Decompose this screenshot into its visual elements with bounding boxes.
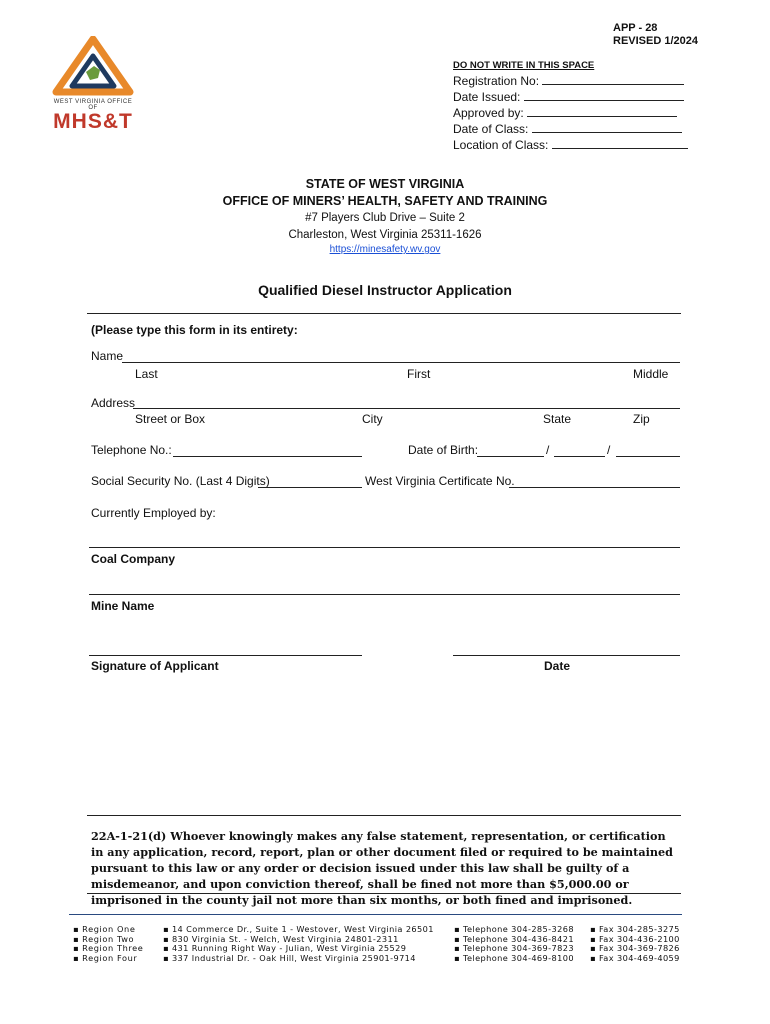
footer-address: ▪ 337 Industrial Dr. - Oak Hill, West Virginia 25901-9714 xyxy=(163,954,434,964)
dob-year-line[interactable] xyxy=(616,456,680,457)
address-city-label: City xyxy=(362,412,383,426)
address-label: Address xyxy=(91,396,136,410)
cert-line[interactable] xyxy=(509,487,680,488)
date-issued-line xyxy=(524,89,684,101)
date-of-class-line xyxy=(532,121,682,133)
footer-region: ▪ Region Three xyxy=(73,944,143,954)
dob-sep-1: / xyxy=(546,443,550,457)
dob-day-line[interactable] xyxy=(554,456,605,457)
location-of-class-line xyxy=(552,137,688,149)
signature-label: Signature of Applicant xyxy=(91,659,219,673)
telephone-line[interactable] xyxy=(173,456,362,457)
footer-fax: ▪ Fax 304-436-2100 xyxy=(590,935,680,945)
coal-company-label: Coal Company xyxy=(91,552,176,566)
state-name: STATE OF WEST VIRGINIA xyxy=(305,177,465,191)
legal-divider-top xyxy=(87,815,681,816)
footer-telephone: ▪ Telephone 304-469-8100 xyxy=(454,954,574,964)
form-title: Qualified Diesel Instructor Application xyxy=(258,282,512,298)
location-of-class-field: Location of Class: xyxy=(453,137,681,153)
ssn-label: Social Security No. (Last 4 Digits) xyxy=(91,474,270,488)
legal-divider-bottom xyxy=(87,893,681,894)
logo-main-text: MHS&T xyxy=(53,110,133,133)
telephone-label: Telephone No.: xyxy=(91,443,172,457)
ssn-line[interactable] xyxy=(258,487,362,488)
legal-notice: 22A-1-21(d) Whoever knowingly makes any false statement, representation, or certification in any application, record, report, plan or other document filed or required to be maintained pursuant to this law or any order or decision issued under this law shall be guilty of a misdemeanor, and upon conviction thereof, shall be fined not more than $5,000.00 or imprisoned in the county jail not more than six months, or both fined and imprisoned. xyxy=(91,829,673,907)
footer-telephone: ▪ Telephone 304-436-8421 xyxy=(454,935,574,945)
form-code: APP - 28 xyxy=(613,22,658,34)
triangle-logo-icon xyxy=(48,36,138,96)
footer-region: ▪ Region One xyxy=(73,925,143,935)
footer-region: ▪ Region Four xyxy=(73,954,143,964)
footer-fax: ▪ Fax 304-469-4059 xyxy=(590,954,680,964)
address-zip-label: Zip xyxy=(633,412,650,426)
office-use-block xyxy=(453,59,681,153)
revision-date: REVISED 1/2024 xyxy=(613,35,698,47)
dob-sep-2: / xyxy=(607,443,611,457)
footer-address: ▪ 431 Running Right Way - Julian, West Virginia 25529 xyxy=(163,944,434,954)
logo-top-text: WEST VIRGINIA OFFICE OF xyxy=(53,99,133,111)
coal-company-line[interactable] xyxy=(89,547,680,548)
name-last-label: Last xyxy=(135,367,158,381)
date-label: Date xyxy=(544,659,571,673)
address-street-label: Street or Box xyxy=(135,412,206,426)
registration-no-line xyxy=(542,73,684,85)
cert-label: West Virginia Certificate No. xyxy=(365,474,515,488)
address-line[interactable] xyxy=(133,408,680,409)
title-divider xyxy=(87,313,681,314)
mine-name-line[interactable] xyxy=(89,594,680,595)
date-issued-field: Date Issued: xyxy=(453,89,681,105)
footer-telephone: ▪ Telephone 304-369-7823 xyxy=(454,944,574,954)
date-line[interactable] xyxy=(453,655,680,656)
agency-address2: Charleston, West Virginia 25311-1626 xyxy=(288,229,482,241)
footer-faxes xyxy=(590,925,680,963)
footer-telephones xyxy=(454,925,574,963)
agency-heading xyxy=(0,176,770,257)
date-of-class-field: Date of Class: xyxy=(453,121,681,137)
name-line[interactable] xyxy=(122,362,680,363)
agency-address1: #7 Players Club Drive – Suite 2 xyxy=(305,212,465,224)
employed-label: Currently Employed by: xyxy=(91,506,216,520)
dob-month-line[interactable] xyxy=(477,456,544,457)
website-link[interactable]: https://minesafety.wv.gov xyxy=(329,244,441,255)
approved-by-field: Approved by: xyxy=(453,105,681,121)
footer-address: ▪ 14 Commerce Dr., Suite 1 - Westover, West Virginia 26501 xyxy=(163,925,434,935)
footer-fax: ▪ Fax 304-285-3275 xyxy=(590,925,680,935)
dob-label: Date of Birth: xyxy=(408,443,479,457)
name-first-label: First xyxy=(407,367,431,381)
footer-regions xyxy=(73,925,143,963)
address-state-label: State xyxy=(543,412,572,426)
name-label: Name xyxy=(91,349,124,363)
form-code-block xyxy=(613,22,698,48)
footer-fax: ▪ Fax 304-369-7826 xyxy=(590,944,680,954)
footer-region: ▪ Region Two xyxy=(73,935,143,945)
footer-divider xyxy=(69,914,682,915)
mine-name-label: Mine Name xyxy=(91,599,155,613)
registration-no-field: Registration No: xyxy=(453,73,681,89)
instructions: (Please type this form in its entirety: xyxy=(91,323,298,337)
name-middle-label: Middle xyxy=(633,367,669,381)
footer-addresses xyxy=(163,925,434,963)
office-name: OFFICE OF MINERS’ HEALTH, SAFETY AND TRAINING xyxy=(222,194,548,208)
signature-line[interactable] xyxy=(89,655,362,656)
footer-address: ▪ 830 Virginia St. - Welch, West Virginia 24801-2311 xyxy=(163,935,434,945)
office-use-heading: DO NOT WRITE IN THIS SPACE xyxy=(453,60,595,71)
mhst-logo xyxy=(48,36,138,133)
footer-telephone: ▪ Telephone 304-285-3268 xyxy=(454,925,574,935)
approved-by-line xyxy=(527,105,677,117)
